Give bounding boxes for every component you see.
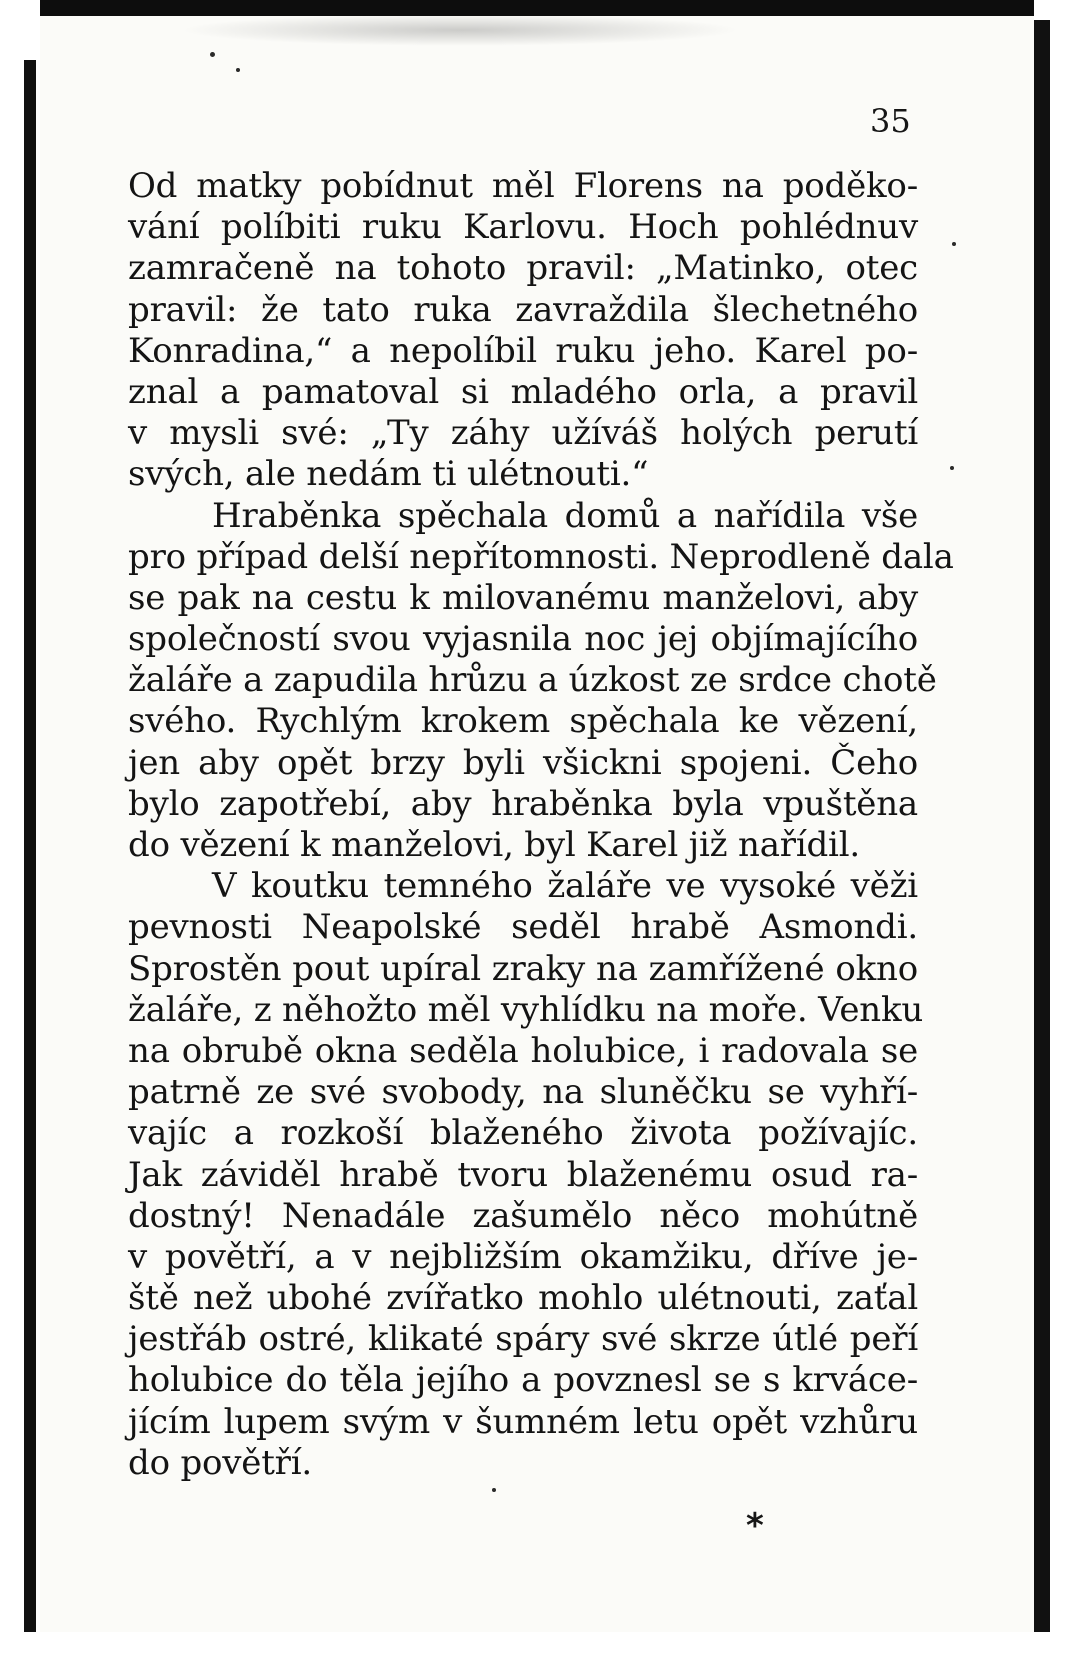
text-line: dostný! Nenadále zašumělo něco mohútně (128, 1195, 918, 1236)
body-text (128, 166, 954, 1484)
text-line: patrně ze své svobody, na sluněčku se vyhří- (128, 1072, 918, 1113)
text-line: vání políbiti ruku Karlovu. Hoch pohlédnuv (128, 207, 918, 248)
text-line: jen aby opět brzy byli všickni spojeni. Čeho (128, 742, 918, 783)
ink-speck (950, 466, 954, 470)
text-line: Od matky pobídnut měl Florens na poděko- (128, 166, 918, 206)
scan-right-border (1034, 20, 1050, 1660)
text-line: vajíc a rozkoší blaženého života požívajíc. (128, 1113, 918, 1154)
text-line: do vězení k manželovi, byl Karel již nařídil. (128, 825, 861, 865)
text-line: žaláře a zapudila hrůzu a úzkost ze srdce chotě (128, 660, 937, 701)
text-line: do povětří. (128, 1442, 313, 1483)
text-line: společností svou vyjasnila noc jej objímajícího (128, 619, 918, 660)
text-line: pevnosti Neapolské seděl hrabě Asmondi. (128, 907, 918, 948)
ink-speck (236, 68, 240, 72)
text-line: pro případ delší nepřítomnosti. Neprodleně dala (128, 536, 954, 577)
text-line: ště než ubohé zvířatko mohlo ulétnouti, zaťal (128, 1278, 918, 1319)
text-line: se pak na cestu k milovanému manželovi, aby (128, 577, 918, 618)
text-line: Sprostěn pout upíral zraky na zamřížené okno (128, 948, 918, 989)
scan-bottom-margin (0, 1632, 1068, 1660)
text-line: svého. Rychlým krokem spěchala ke vězení, (128, 701, 918, 742)
text-line: svých, ale nedám ti ulétnouti.“ (128, 454, 649, 495)
text-line: Hraběnka spěchala domů a nařídila vše (212, 495, 918, 536)
section-end-asterisk: * (746, 1506, 764, 1546)
ink-speck (952, 242, 956, 246)
text-line: na obrubě okna seděla holubice, i radovala se (128, 1030, 918, 1071)
scan-left-border (24, 60, 36, 1660)
text-line: žaláře, z něhožto měl vyhlídku na moře. Venku (128, 989, 924, 1030)
ink-speck (210, 52, 215, 57)
scan-top-shadow (180, 14, 740, 46)
text-line: holubice do těla jejího a povznesl se s krváce- (128, 1360, 918, 1401)
text-line: Konradina,“ a nepolíbil ruku jeho. Karel po- (128, 330, 918, 371)
text-line: znal a pamatoval si mladého orla, a pravil (128, 371, 918, 412)
ink-speck (492, 1488, 496, 1492)
text-line: V koutku temného žaláře ve vysoké věži (212, 866, 918, 907)
text-line: bylo zapotřebí, aby hraběnka byla vpuštěna (128, 783, 918, 824)
text-line: jestřáb ostré, klikaté spáry své skrze útlé peří (128, 1319, 918, 1360)
text-line: v mysli své: „Ty záhy užíváš holých perutí (128, 413, 918, 454)
text-line: pravil: že tato ruka zavraždila šlechetného (128, 289, 918, 330)
text-line: zamračeně na tohoto pravil: „Matinko, otec (128, 248, 918, 289)
page-number: 35 (870, 102, 911, 140)
text-line: jícím lupem svým v šumném letu opět vzhůru (128, 1401, 918, 1442)
text-line: Jak záviděl hrabě tvoru blaženému osud ra- (128, 1154, 918, 1195)
text-line: v povětří, a v nejbližším okamžiku, dříve je- (128, 1236, 918, 1277)
